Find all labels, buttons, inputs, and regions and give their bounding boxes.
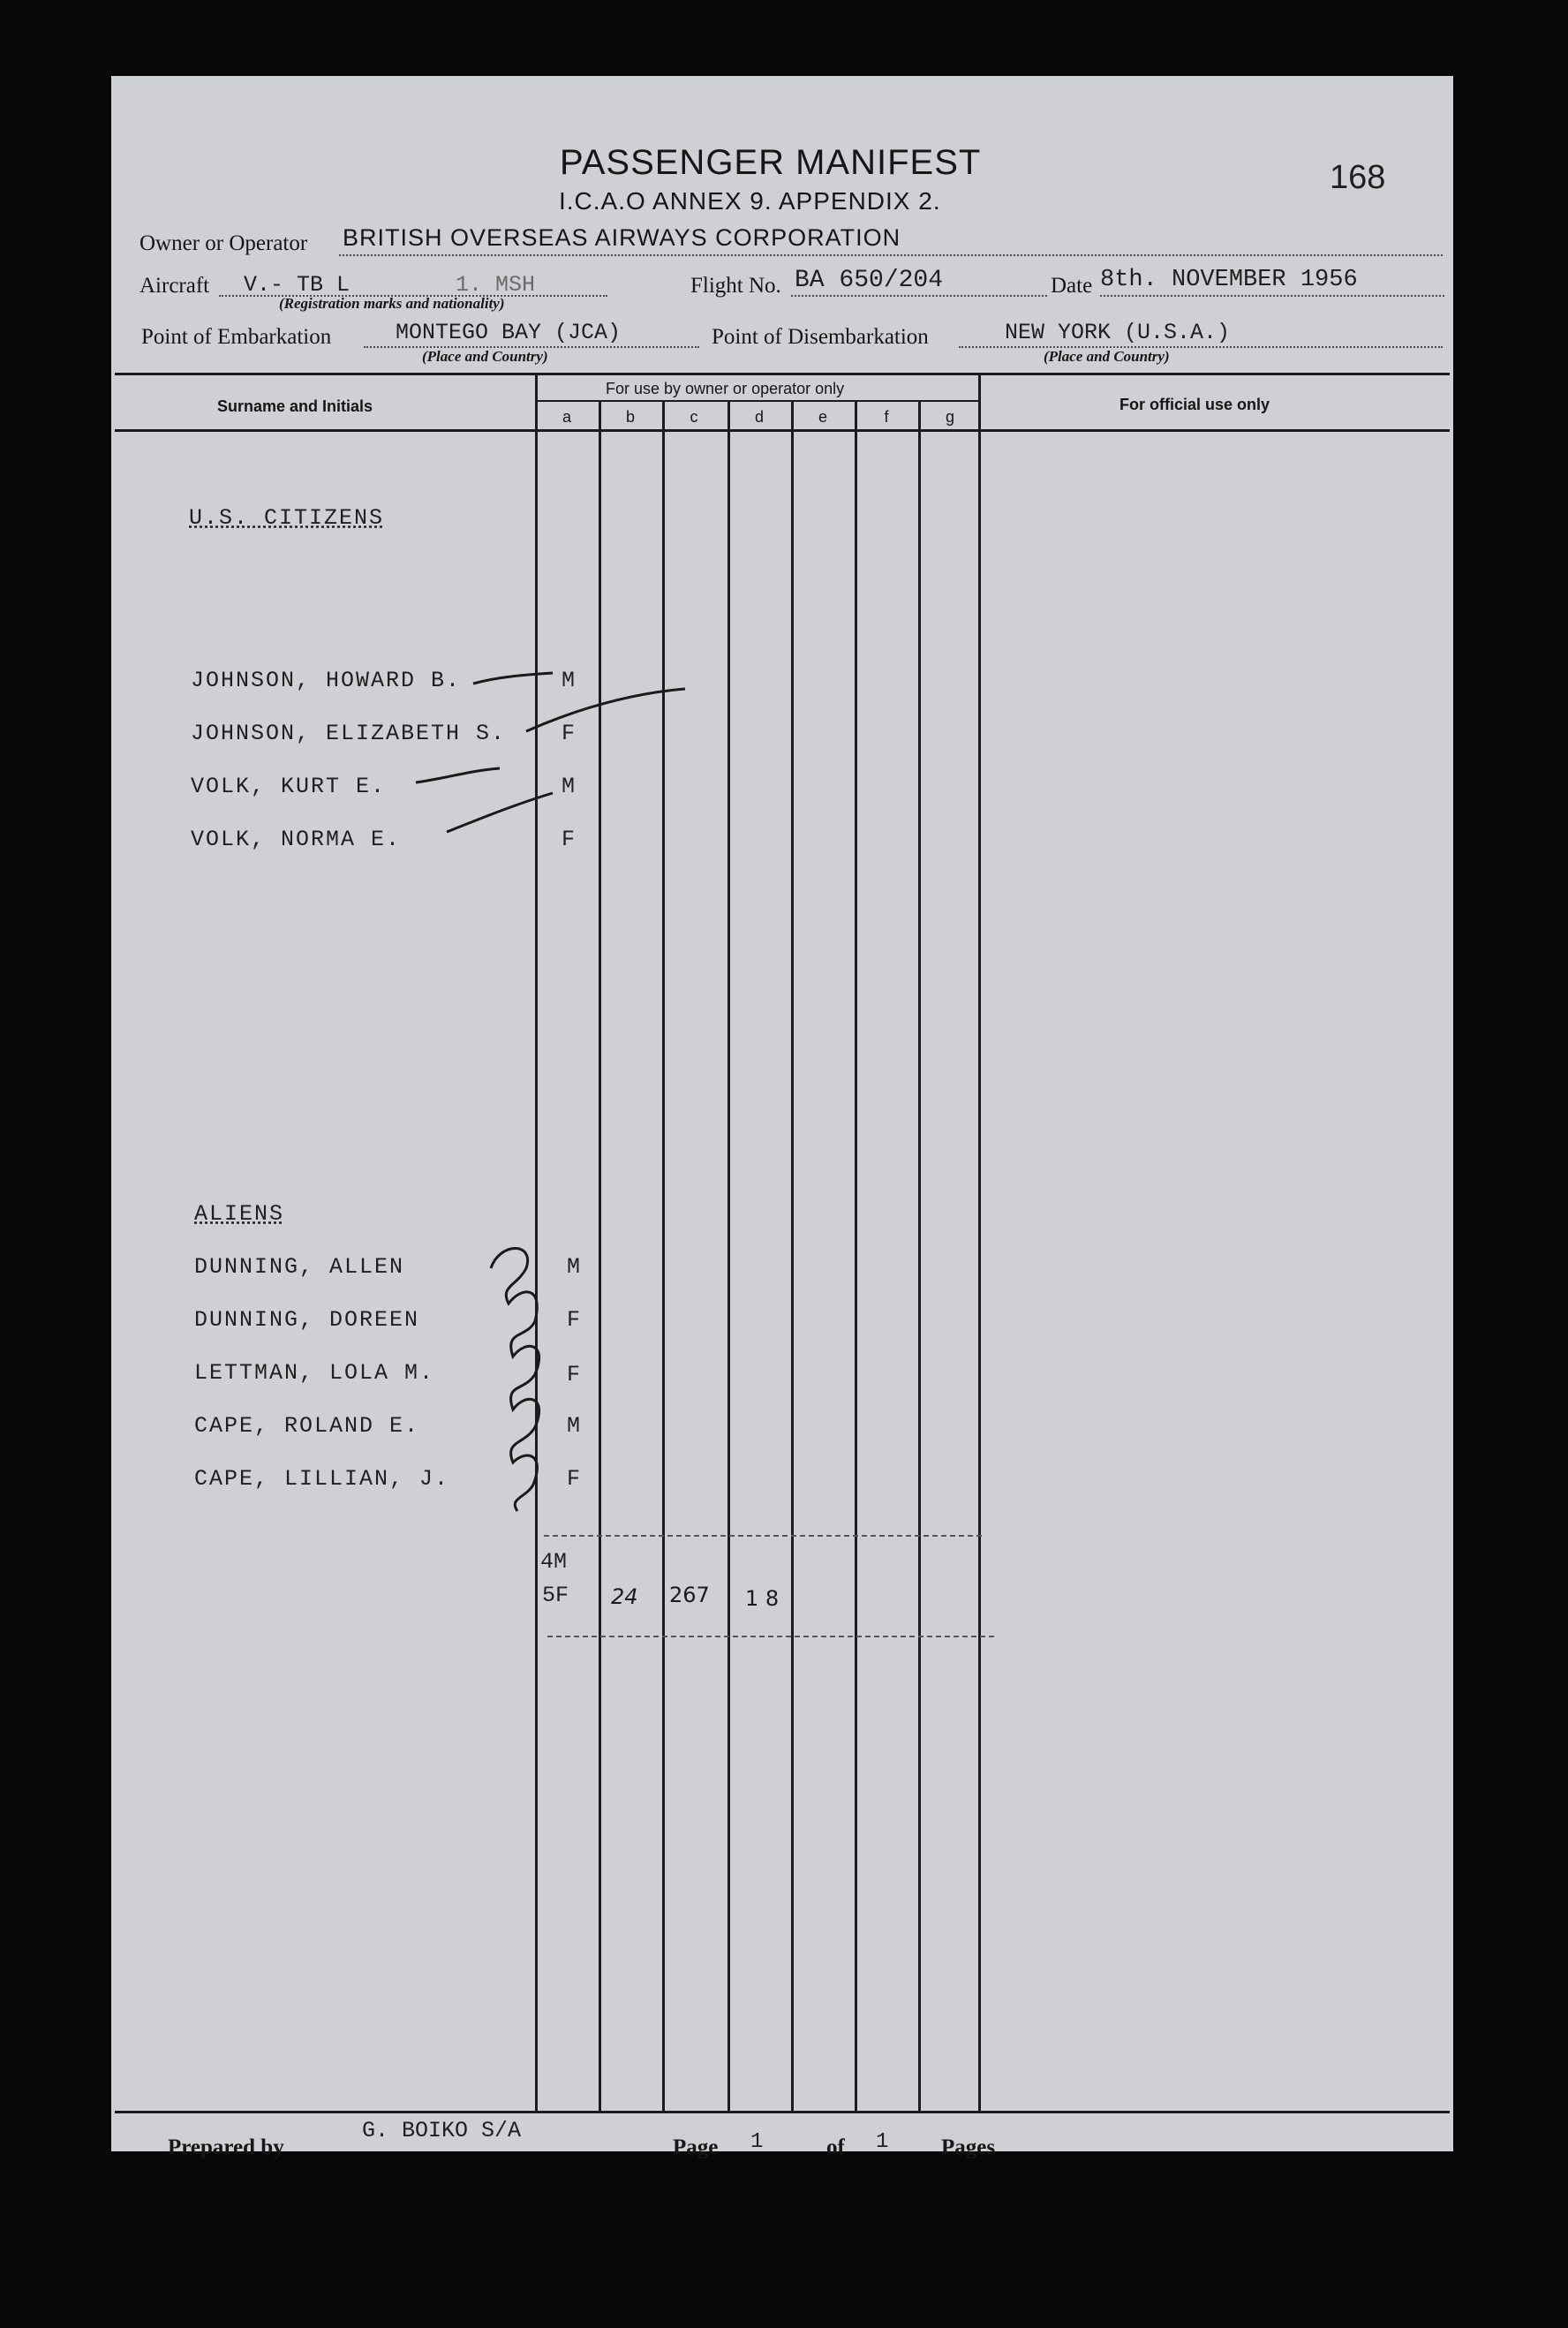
passenger-sex: M	[562, 668, 576, 693]
handwritten-check-marks	[111, 76, 1453, 1047]
form-title: PASSENGER MANIFEST	[560, 143, 982, 182]
section-heading-aliens: ALIENS	[194, 1201, 285, 1227]
passenger-sex: F	[562, 721, 576, 746]
passenger-name: LETTMAN, LOLA M.	[194, 1360, 435, 1386]
date-value: 8th. NOVEMBER 1956	[1100, 267, 1358, 293]
embarkation-label: Point of Embarkation	[141, 325, 332, 349]
col-d-header: d	[754, 408, 764, 426]
total-col-c: 267	[669, 1583, 710, 1607]
footer-rule	[115, 2111, 1450, 2113]
flight-number: BA 650/204	[795, 267, 944, 294]
page-count: 1	[876, 2130, 889, 2154]
passenger-name: DUNNING, ALLEN	[194, 1254, 405, 1280]
passenger-name: JOHNSON, ELIZABETH S.	[191, 721, 507, 746]
passenger-sex: M	[567, 1254, 581, 1280]
page-stamp-number: 168	[1330, 159, 1386, 196]
manifest-page	[111, 76, 1453, 2159]
total-males: 4M	[540, 1549, 568, 1575]
aircraft-registration: V.- TB L	[244, 272, 351, 298]
of-label: of	[826, 2135, 845, 2159]
col-f-header: f	[884, 408, 889, 426]
col-official-header: For official use only	[1119, 396, 1270, 413]
passenger-sex: M	[562, 774, 576, 799]
form-subtitle: I.C.A.O ANNEX 9. APPENDIX 2.	[559, 187, 941, 215]
passenger-name: CAPE, LILLIAN, J.	[194, 1466, 450, 1492]
pages-label: Pages	[941, 2135, 996, 2159]
col-c-header: c	[690, 408, 698, 426]
passenger-name: DUNNING, DOREEN	[194, 1307, 420, 1333]
prepared-by-label: Prepared by	[168, 2135, 284, 2159]
passenger-sex: M	[567, 1413, 581, 1439]
page-label: Page	[673, 2135, 719, 2159]
disembarkation-value: NEW YORK (U.S.A.)	[1005, 320, 1231, 345]
passenger-sex: F	[567, 1307, 581, 1333]
passenger-name: CAPE, ROLAND E.	[194, 1413, 420, 1439]
aircraft-note: (Registration marks and nationality)	[279, 295, 505, 312]
aircraft-nationality: 1. MSH	[456, 272, 536, 298]
col-owner-group-header: For use by owner or operator only	[606, 380, 845, 397]
date-label: Date	[1051, 274, 1093, 298]
passenger-sex: F	[567, 1466, 581, 1492]
owner-value: BRITISH OVERSEAS AIRWAYS CORPORATION	[343, 224, 901, 251]
passenger-name: JOHNSON, HOWARD B.	[191, 668, 462, 693]
col-surname-header: Surname and Initials	[217, 397, 373, 415]
disembarkation-label: Point of Disembarkation	[712, 325, 929, 349]
handwritten-loop-marks	[482, 1233, 553, 1515]
page-number: 1	[750, 2130, 764, 2154]
embarkation-note: (Place and Country)	[422, 348, 548, 365]
total-col-b: 24	[611, 1584, 638, 1609]
prepared-by-value: G. BOIKO S/A	[362, 2118, 522, 2143]
total-col-d: 1 8	[745, 1586, 780, 1611]
col-e-header: e	[818, 408, 827, 426]
disembarkation-note: (Place and Country)	[1044, 348, 1170, 365]
passenger-sex: F	[562, 827, 576, 852]
aircraft-label: Aircraft	[139, 274, 210, 298]
col-b-header: b	[625, 408, 635, 426]
col-a-header: a	[562, 408, 571, 426]
passenger-name: VOLK, KURT E.	[191, 774, 387, 799]
total-females: 5F	[542, 1583, 569, 1608]
owner-label: Owner or Operator	[139, 231, 308, 255]
col-g-header: g	[945, 408, 954, 426]
embarkation-value: MONTEGO BAY (JCA)	[396, 320, 622, 345]
passenger-sex: F	[567, 1362, 581, 1387]
section-heading-us-citizens: U.S. CITIZENS	[189, 505, 385, 531]
flight-label: Flight No.	[690, 274, 781, 298]
passenger-name: VOLK, NORMA E.	[191, 827, 402, 852]
